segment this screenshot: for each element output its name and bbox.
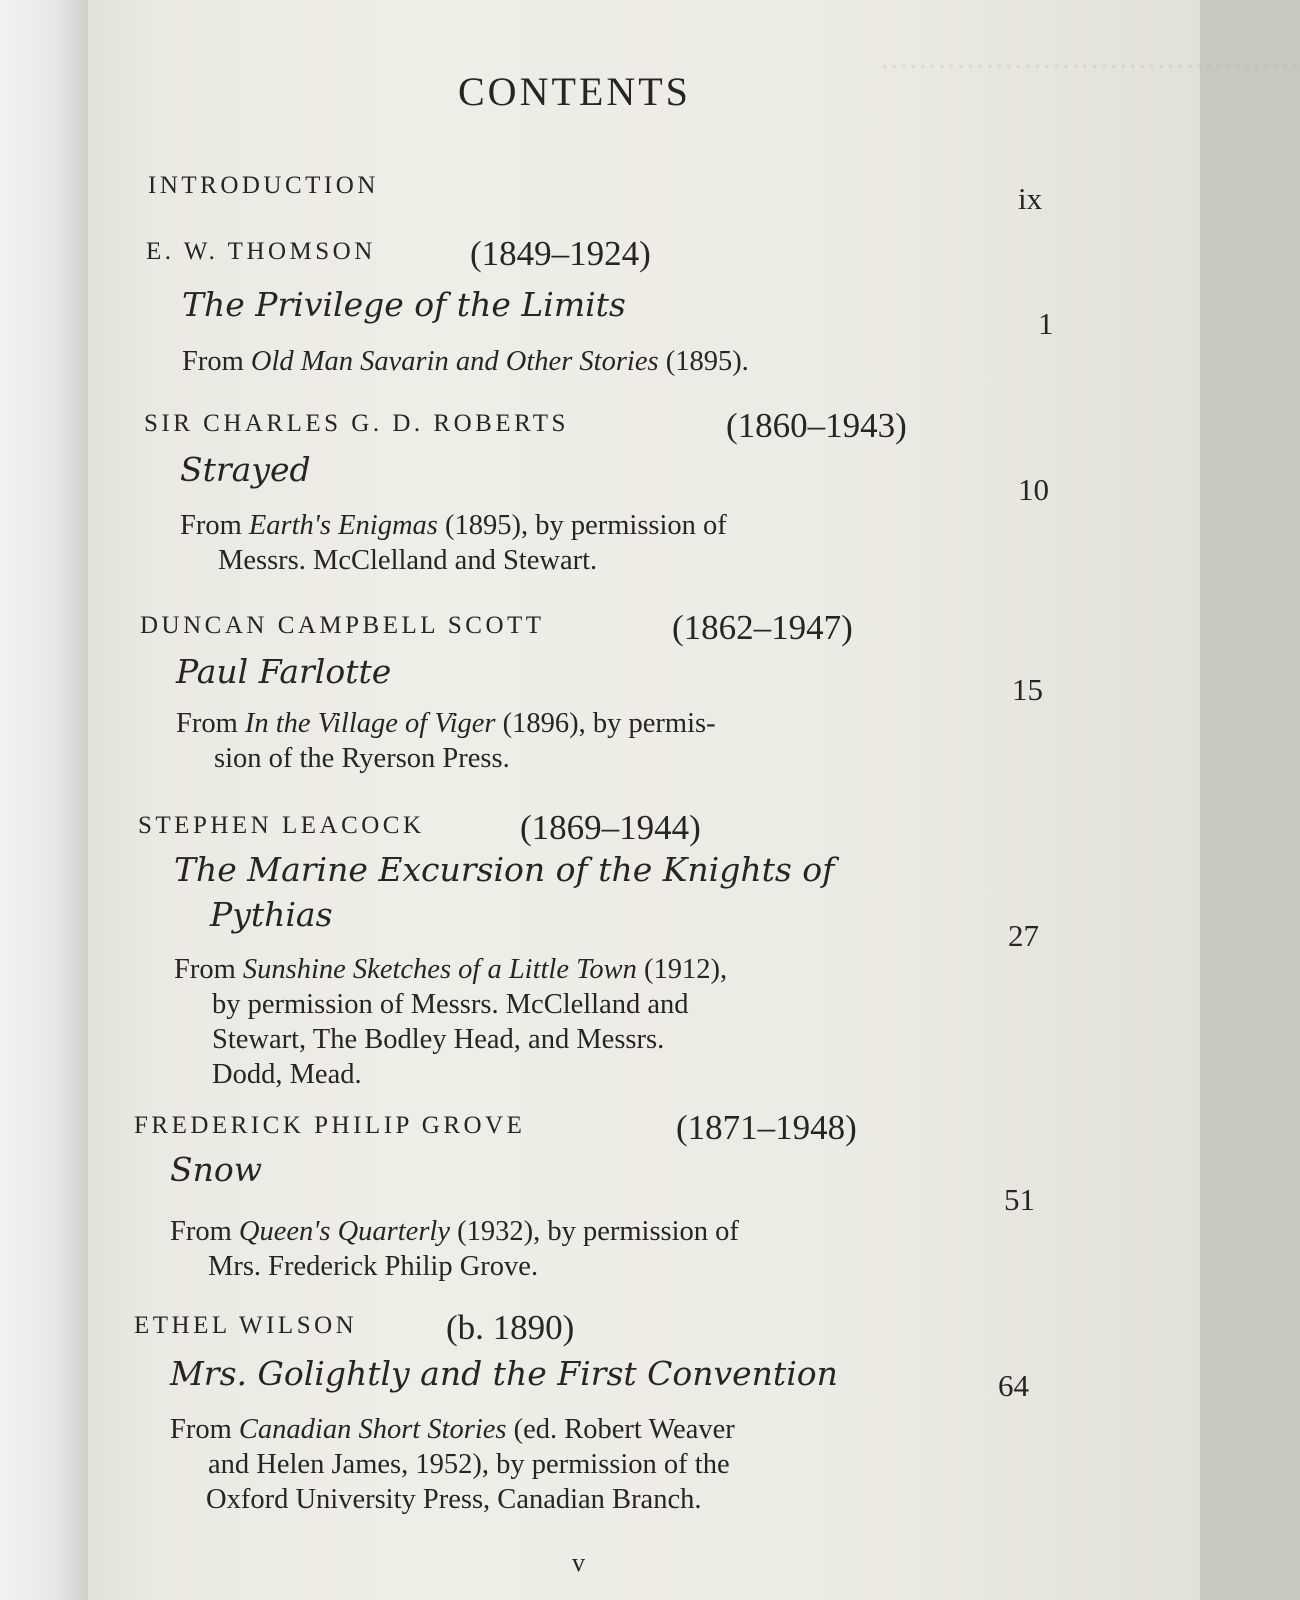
author-name: STEPHEN LEACOCK xyxy=(138,812,425,839)
author-name: SIR CHARLES G. D. ROBERTS xyxy=(144,410,569,437)
source-title: Canadian Short Stories xyxy=(238,1414,507,1445)
page-number: 51 xyxy=(1004,1182,1035,1217)
source-title: Old Man Savarin and Other Stories xyxy=(250,346,659,377)
author-dates: (1871–1948) xyxy=(676,1108,857,1147)
page-number: 64 xyxy=(998,1368,1029,1403)
author-name: DUNCAN CAMPBELL SCOTT xyxy=(140,612,545,639)
source-note: From Earth's Enigmas (1895), by permission of Messrs. McClelland and Stewart. xyxy=(180,510,727,576)
story-title: Paul Farlotte xyxy=(176,652,392,691)
source-note: From Canadian Short Stories (ed. Robert Weaver and Helen James, 1952), by permission of the Oxford University Press, Canadian Branch. xyxy=(170,1414,735,1515)
source-note-line: Stewart, The Bodley Head, and Messrs. xyxy=(212,1024,665,1055)
source-note: From Queen's Quarterly (1932), by permission of Mrs. Frederick Philip Grove. xyxy=(170,1216,739,1282)
page-number: 15 xyxy=(1012,672,1043,707)
story-title: The Marine Excursion of the Knights of xyxy=(174,850,835,889)
author-name: E. W. THOMSON xyxy=(146,238,376,265)
intro-label: INTRODUCTION xyxy=(148,172,379,199)
source-title: In the Village of Viger xyxy=(244,708,496,739)
story-title: The Privilege of the Limits xyxy=(182,285,626,324)
author-dates: (1860–1943) xyxy=(726,406,907,445)
page-number: 27 xyxy=(1008,918,1039,953)
source-note: From In the Village of Viger (1896), by permis- sion of the Ryerson Press. xyxy=(176,708,716,774)
source-note-line: by permission of Messrs. McClelland and xyxy=(212,989,689,1020)
author-dates: (1862–1947) xyxy=(672,608,853,647)
source-title: Queen's Quarterly xyxy=(238,1216,450,1247)
story-title-continued: Pythias xyxy=(210,895,333,934)
source-note: From Sunshine Sketches of a Little Town (1912), xyxy=(174,954,728,985)
source-title: Earth's Enigmas xyxy=(248,510,438,541)
show-through: ............................................ xyxy=(880,41,1300,76)
author-dates: (b. 1890) xyxy=(446,1308,575,1347)
author-dates: (1869–1944) xyxy=(520,808,701,847)
story-title: Mrs. Golightly and the First Convention xyxy=(170,1354,838,1393)
page-folio: v xyxy=(572,1548,585,1577)
page-number: 1 xyxy=(1038,306,1054,341)
intro-page-number: ix xyxy=(1018,181,1043,216)
author-name: ETHEL WILSON xyxy=(134,1312,358,1339)
page-title: CONTENTS xyxy=(458,69,691,114)
story-title: Snow xyxy=(170,1150,262,1189)
source-note: From Old Man Savarin and Other Stories (1895). xyxy=(182,346,749,377)
source-title: Sunshine Sketches of a Little Town xyxy=(242,954,637,985)
author-dates: (1849–1924) xyxy=(470,234,651,273)
page-gutter xyxy=(0,0,88,1600)
author-name: FREDERICK PHILIP GROVE xyxy=(134,1112,526,1139)
source-note-line: Dodd, Mead. xyxy=(212,1059,362,1090)
page-number: 10 xyxy=(1018,472,1049,507)
story-title: Strayed xyxy=(180,450,311,489)
